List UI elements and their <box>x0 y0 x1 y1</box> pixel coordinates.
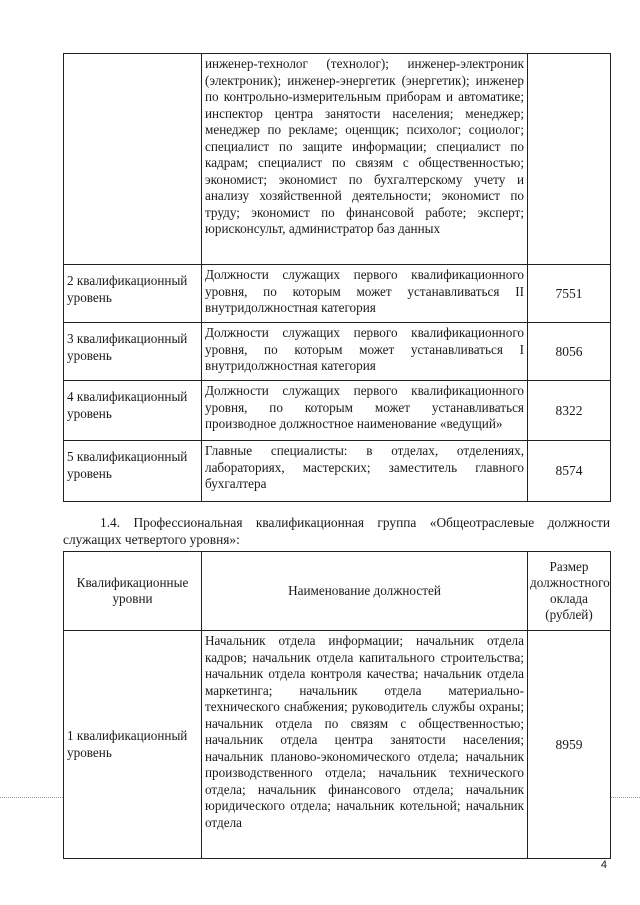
posts-cell: Главные специалисты: в отделах, отделениях, лабораториях, мастерских; заместитель главного бухгалтера <box>202 441 528 502</box>
scan-artifact-line <box>0 797 63 798</box>
posts-cell: Должности служащих первого квалификационного уровня, по которым может устанавливаться производное должностное наименование «ведущий» <box>202 381 528 441</box>
page-number: 4 <box>600 859 607 871</box>
salary-cell: 8959 <box>528 631 611 859</box>
qualification-table-bottom <box>63 551 611 859</box>
salary-cell: 7551 <box>528 265 611 323</box>
scan-artifact-line <box>611 797 640 798</box>
level-cell: 3 квалификационный уровень <box>64 323 202 381</box>
table-row <box>64 441 611 502</box>
level-cell <box>64 54 202 265</box>
salary-cell: 8574 <box>528 441 611 502</box>
posts-cell: Должности служащих первого квалификационного уровня, по которым может устанавливаться I внутридолжностная категория <box>202 323 528 381</box>
section-heading: 1.4. Профессиональная квалификационная группа «Общеотраслевые должности служащих четвертого уровня»: <box>63 515 610 547</box>
header-posts: Наименование должностей <box>202 552 528 631</box>
table-row <box>64 265 611 323</box>
header-level: Квалификационные уровни <box>64 552 202 631</box>
level-cell: 5 квалификационный уровень <box>64 441 202 502</box>
table-row <box>64 631 611 859</box>
qualification-table-top <box>63 53 611 502</box>
header-salary: Размер должностного оклада (рублей) <box>528 552 611 631</box>
salary-cell <box>528 54 611 265</box>
salary-cell: 8056 <box>528 323 611 381</box>
table-row <box>64 381 611 441</box>
level-cell: 4 квалификационный уровень <box>64 381 202 441</box>
table-row <box>64 54 611 265</box>
posts-cell: Начальник отдела информации; начальник отдела кадров; начальник отдела капитального строительства; начальник отдела контроля качества; начальник отдела маркетинга; начальник отдела материально-технического снабжения; руководитель службы охраны; начальник отдела по связям с общественностью; начальник отдела центра занятости населения; начальник планово-экономического отдела; начальник производственного отдела; начальник технического отдела; начальник финансового отдела; начальник юридического отдела; начальник котельной; начальник отдела <box>202 631 528 859</box>
posts-cell: инженер-технолог (технолог); инженер-электроник (электроник); инженер-энергетик (энергетик); инженер по контрольно-измерительным приборам и автоматике; инспектор центра занятости населения; менеджер; менеджер по рекламе; оценщик; психолог; социолог; специалист по защите информации; специалист по кадрам; специалист по связям с общественностью; экономист; экономист по бухгалтерскому учету и анализу хозяйственной деятельности; экономист по труду; экономист по финансовой работе; эксперт; юрисконсульт, администратор баз данных <box>202 54 528 265</box>
level-cell: 2 квалификационный уровень <box>64 265 202 323</box>
table-header-row <box>64 552 611 631</box>
salary-cell: 8322 <box>528 381 611 441</box>
table-row <box>64 323 611 381</box>
level-cell: 1 квалификационный уровень <box>64 631 202 859</box>
posts-cell: Должности служащих первого квалификационного уровня, по которым может устанавливаться II внутридолжностная категория <box>202 265 528 323</box>
